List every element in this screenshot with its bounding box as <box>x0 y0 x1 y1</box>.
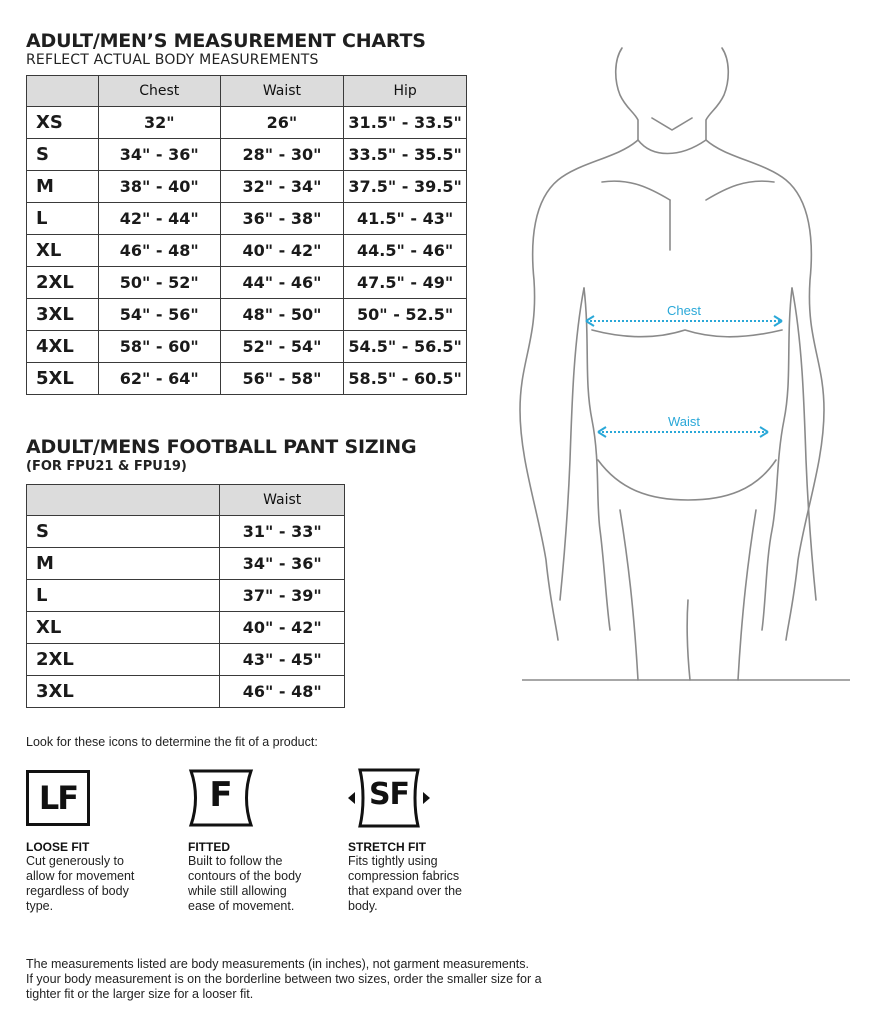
value-cell: 54.5" - 56.5" <box>344 331 467 363</box>
table-header-row <box>27 485 345 516</box>
value-cell: 58" - 60" <box>98 331 220 363</box>
desc-line: compression fabrics <box>348 869 460 883</box>
desc-line: that expand over the <box>348 884 462 898</box>
table-row <box>27 580 345 612</box>
table-row <box>27 107 467 139</box>
fitted-glyph: F <box>209 775 233 815</box>
desc-line: allow for movement <box>26 869 135 883</box>
table-row <box>27 516 345 548</box>
value-cell: 33.5" - 35.5" <box>344 139 467 171</box>
header-cell-chest: Chest <box>98 76 220 107</box>
size-cell: L <box>27 580 220 612</box>
table-row <box>27 267 467 299</box>
table-header-row <box>27 76 467 107</box>
value-cell: 42" - 44" <box>98 203 220 235</box>
waist-label: Waist <box>667 414 701 429</box>
value-cell: 36" - 38" <box>220 203 344 235</box>
adult-chart-subtitle: REFLECT ACTUAL BODY MEASUREMENTS <box>26 52 319 68</box>
loose-fit-description <box>26 840 176 914</box>
pant-sizing-table <box>26 484 345 708</box>
desc-line: body. <box>348 899 378 913</box>
value-cell: 41.5" - 43" <box>344 203 467 235</box>
loose-fit-glyph: LF <box>38 779 78 817</box>
header-cell-hip: Hip <box>344 76 467 107</box>
value-cell: 62" - 64" <box>98 363 220 395</box>
value-cell: 37.5" - 39.5" <box>344 171 467 203</box>
loose-fit-label: LOOSE FIT <box>26 840 90 854</box>
value-cell: 38" - 40" <box>98 171 220 203</box>
size-cell: 2XL <box>27 267 99 299</box>
size-cell: XS <box>27 107 99 139</box>
table-row <box>27 235 467 267</box>
table-row <box>27 644 345 676</box>
footnote-line: If your body measurement is on the borderline between two sizes, order the smaller size for a <box>26 972 542 986</box>
adult-measurement-table <box>26 75 467 395</box>
size-cell: M <box>27 171 99 203</box>
table-row <box>27 612 345 644</box>
body-measurement-figure <box>510 40 860 690</box>
pant-chart-title: ADULT/MENS FOOTBALL PANT SIZING <box>26 436 417 458</box>
desc-line: type. <box>26 899 54 913</box>
stretch-fit-description <box>348 840 498 914</box>
value-cell: 37" - 39" <box>220 580 345 612</box>
value-cell: 34" - 36" <box>98 139 220 171</box>
desc-line: ease of movement. <box>188 899 295 913</box>
loose-fit-icon <box>26 770 90 826</box>
value-cell: 31.5" - 33.5" <box>344 107 467 139</box>
value-cell: 31" - 33" <box>220 516 345 548</box>
table-row <box>27 171 467 203</box>
value-cell: 32" <box>98 107 220 139</box>
value-cell: 44.5" - 46" <box>344 235 467 267</box>
value-cell: 40" - 42" <box>220 612 345 644</box>
size-cell: XL <box>27 235 99 267</box>
table-row <box>27 676 345 708</box>
table-row <box>27 548 345 580</box>
value-cell: 56" - 58" <box>220 363 344 395</box>
header-cell <box>27 76 99 107</box>
value-cell: 50" - 52" <box>98 267 220 299</box>
desc-line: contours of the body <box>188 869 302 883</box>
size-cell: S <box>27 516 220 548</box>
value-cell: 58.5" - 60.5" <box>344 363 467 395</box>
table-row <box>27 331 467 363</box>
desc-line: Cut generously to <box>26 854 124 868</box>
header-cell <box>27 485 220 516</box>
size-cell: 5XL <box>27 363 99 395</box>
adult-chart-title: ADULT/MEN’S MEASUREMENT CHARTS <box>26 30 426 52</box>
pant-chart-subtitle: (FOR FPU21 & FPU19) <box>26 459 187 474</box>
body-outline <box>520 48 824 680</box>
desc-line: while still allowing <box>188 884 287 898</box>
table-row <box>27 139 467 171</box>
value-cell: 47.5" - 49" <box>344 267 467 299</box>
value-cell: 26" <box>220 107 344 139</box>
footnote-line: The measurements listed are body measurements (in inches), not garment measurements. <box>26 957 530 971</box>
desc-line: Built to follow the <box>188 854 283 868</box>
value-cell: 48" - 50" <box>220 299 344 331</box>
footnote-line: tighter fit or the larger size for a looser fit. <box>26 987 254 1001</box>
fitted-description <box>188 840 338 914</box>
header-cell-waist: Waist <box>220 76 344 107</box>
stretch-fit-glyph: SF <box>368 777 410 812</box>
value-cell: 44" - 46" <box>220 267 344 299</box>
value-cell: 50" - 52.5" <box>344 299 467 331</box>
stretch-fit-label: STRETCH FIT <box>348 840 426 854</box>
table-row <box>27 363 467 395</box>
size-cell: 4XL <box>27 331 99 363</box>
fitted-label: FITTED <box>188 840 230 854</box>
value-cell: 46" - 48" <box>98 235 220 267</box>
size-cell: S <box>27 139 99 171</box>
desc-line: regardless of body <box>26 884 129 898</box>
size-cell: M <box>27 548 220 580</box>
size-cell: 3XL <box>27 299 99 331</box>
value-cell: 32" - 34" <box>220 171 344 203</box>
size-cell: L <box>27 203 99 235</box>
size-cell: XL <box>27 612 220 644</box>
value-cell: 54" - 56" <box>98 299 220 331</box>
table-row <box>27 203 467 235</box>
value-cell: 52" - 54" <box>220 331 344 363</box>
value-cell: 43" - 45" <box>220 644 345 676</box>
header-cell-waist: Waist <box>220 485 345 516</box>
chest-label: Chest <box>667 303 701 318</box>
size-cell: 2XL <box>27 644 220 676</box>
fit-icons-intro: Look for these icons to determine the fit of a product: <box>26 735 318 749</box>
size-cell: 3XL <box>27 676 220 708</box>
table-row <box>27 299 467 331</box>
value-cell: 28" - 30" <box>220 139 344 171</box>
value-cell: 46" - 48" <box>220 676 345 708</box>
desc-line: Fits tightly using <box>348 854 438 868</box>
value-cell: 40" - 42" <box>220 235 344 267</box>
footnote <box>26 957 586 1002</box>
value-cell: 34" - 36" <box>220 548 345 580</box>
